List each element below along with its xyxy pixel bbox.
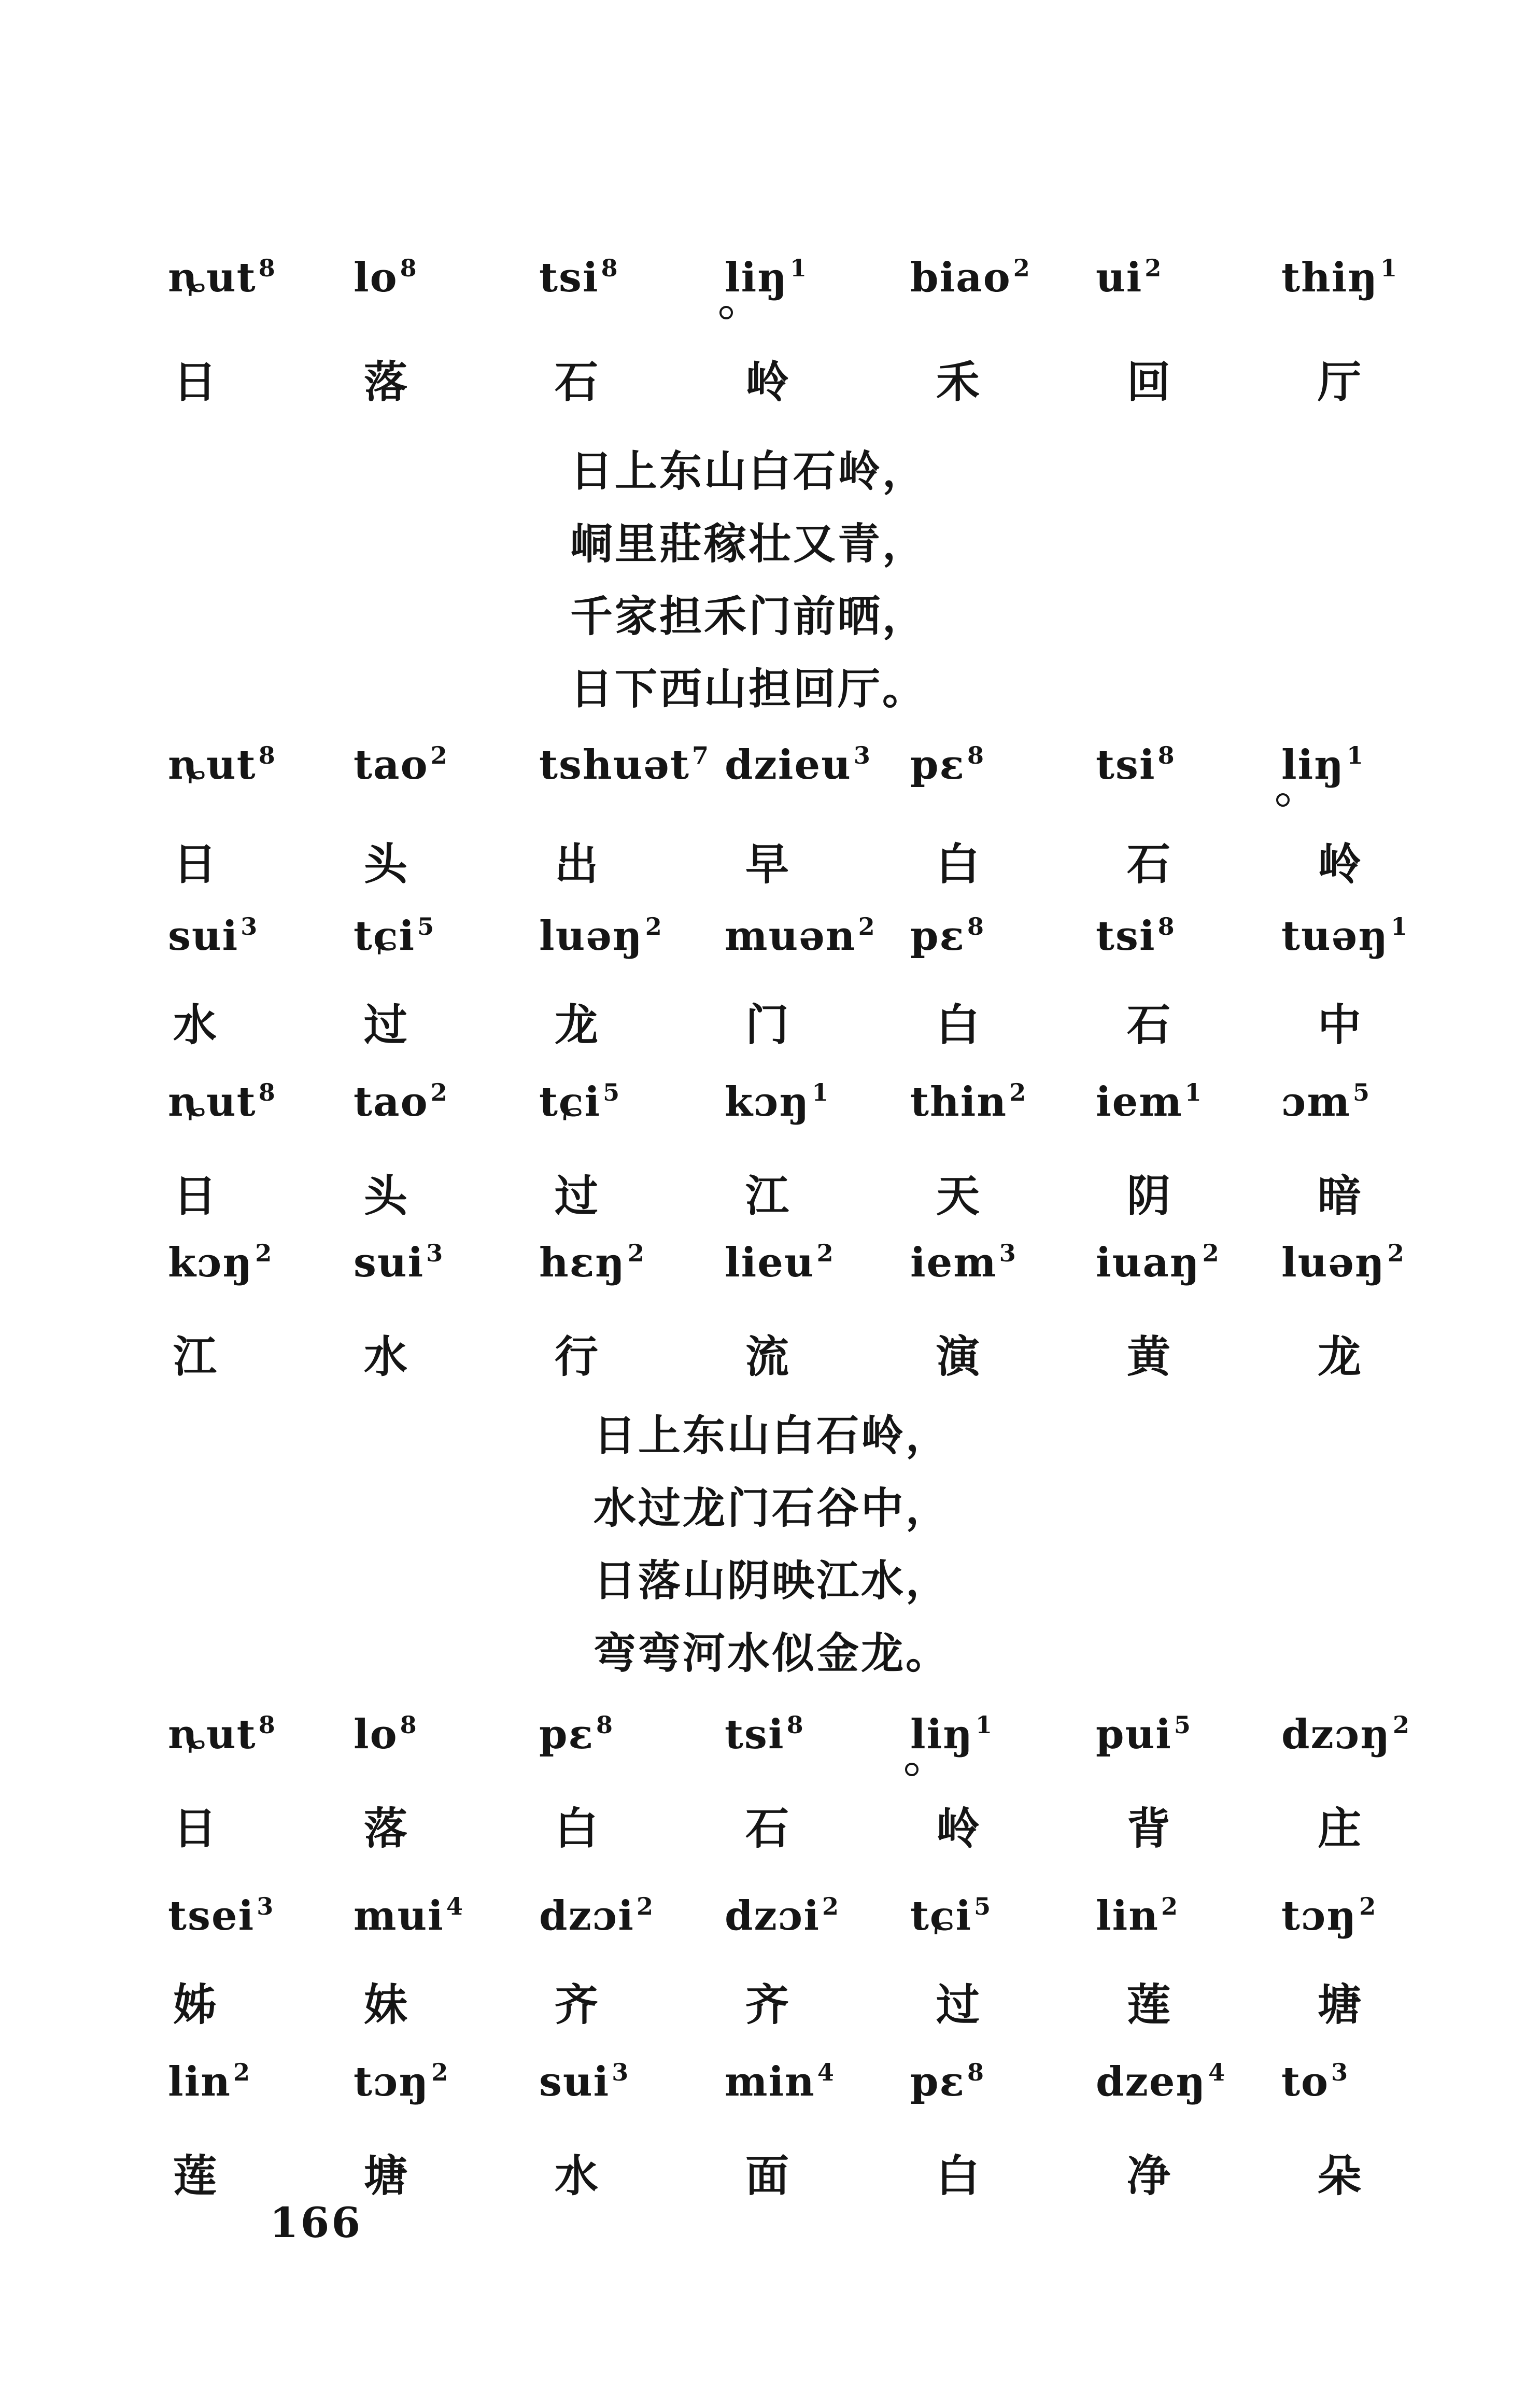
hanzi-character: 白 bbox=[936, 1000, 980, 1050]
romanized-syllable bbox=[712, 741, 898, 789]
tone-number: 8 bbox=[967, 2058, 985, 2086]
romanized-syllable bbox=[527, 912, 712, 960]
tone-number: 8 bbox=[258, 1078, 276, 1106]
syllable-base: tsei bbox=[168, 1892, 255, 1940]
syllable-base: liŋ bbox=[1281, 741, 1345, 789]
romanized-syllable bbox=[341, 1078, 527, 1126]
tone-number: 2 bbox=[1393, 1711, 1411, 1739]
syllable-base: tsi bbox=[1096, 912, 1156, 960]
tone-number: 5 bbox=[417, 912, 435, 940]
romanization-row bbox=[156, 912, 1409, 990]
hanzi-character: 日 bbox=[173, 357, 217, 407]
tone-number: 8 bbox=[258, 1711, 276, 1739]
syllable-base: iem bbox=[910, 1239, 997, 1286]
syllable-base: tshuət bbox=[539, 741, 690, 789]
romanization-row bbox=[156, 1078, 1371, 1156]
romanized-syllable bbox=[341, 741, 527, 789]
syllable-base: thin bbox=[910, 1078, 1008, 1126]
syllable-base: muən bbox=[725, 912, 856, 960]
syllable-base: tuəŋ bbox=[1281, 912, 1389, 960]
romanized-syllable bbox=[1269, 254, 1454, 301]
syllable-base: pɛ bbox=[539, 1711, 594, 1758]
tone-number: 4 bbox=[817, 2058, 835, 2086]
romanized-syllable bbox=[527, 1892, 712, 1940]
hanzi-character: 江 bbox=[745, 1171, 789, 1221]
tone-number: 1 bbox=[812, 1078, 830, 1106]
romanized-syllable bbox=[898, 1711, 1083, 1758]
hanzi-character: 白 bbox=[555, 1803, 599, 1854]
tone-number: 1 bbox=[975, 1711, 993, 1739]
romanized-syllable bbox=[898, 1239, 1083, 1286]
syllable-base: dzɔi bbox=[725, 1892, 820, 1940]
hanzi-character: 日 bbox=[173, 839, 217, 890]
tone-number: 5 bbox=[1353, 1078, 1371, 1106]
hanzi-row bbox=[156, 1322, 1368, 1400]
romanized-syllable bbox=[712, 1892, 898, 1940]
hanzi-character: 落 bbox=[364, 1803, 408, 1854]
romanized-syllable bbox=[898, 254, 1083, 301]
poem-line: 日上东山白石岭， bbox=[594, 1411, 951, 1460]
syllable-base: lin bbox=[1096, 1892, 1159, 1940]
hanzi-character: 岭 bbox=[1318, 839, 1362, 890]
syllable-base: tɕi bbox=[539, 1078, 601, 1126]
romanized-syllable bbox=[712, 2058, 898, 2105]
syllable-base: sui bbox=[539, 2058, 610, 2105]
hanzi-character: 早 bbox=[745, 839, 789, 890]
poem-line: 日上东山白石岭， bbox=[570, 447, 927, 496]
syllable-base: lieu bbox=[725, 1239, 815, 1286]
syllable-base: ȵut bbox=[168, 1078, 257, 1126]
romanized-syllable bbox=[527, 254, 712, 301]
tone-number: 3 bbox=[241, 912, 259, 940]
hanzi-character: 天 bbox=[936, 1171, 980, 1221]
tone-number: 2 bbox=[255, 1239, 273, 1267]
syllable-base: lo bbox=[354, 254, 398, 301]
hanzi-character: 黄 bbox=[1127, 1331, 1171, 1382]
romanized-syllable bbox=[1083, 912, 1269, 960]
romanized-syllable bbox=[156, 741, 341, 789]
hanzi-character: 中 bbox=[1318, 1000, 1362, 1050]
hanzi-character: 日 bbox=[173, 1171, 217, 1221]
tone-number: 2 bbox=[627, 1239, 645, 1267]
tone-number: 3 bbox=[1331, 2058, 1349, 2086]
tone-number: 5 bbox=[603, 1078, 621, 1106]
tone-number: 2 bbox=[1013, 254, 1031, 282]
syllable-base: pɛ bbox=[910, 2058, 965, 2105]
hanzi-character: 岭 bbox=[745, 357, 789, 407]
hanzi-character: 龙 bbox=[1318, 1331, 1362, 1382]
romanized-syllable bbox=[341, 1239, 527, 1286]
syllable-base: sui bbox=[354, 1239, 425, 1286]
tone-number: 2 bbox=[645, 912, 663, 940]
syllable-base: tsi bbox=[539, 254, 599, 301]
hanzi-character: 石 bbox=[1127, 1000, 1171, 1050]
hanzi-character: 莲 bbox=[173, 2151, 217, 2201]
tone-number: 1 bbox=[1346, 741, 1364, 769]
tone-number: 2 bbox=[1202, 1239, 1220, 1267]
hanzi-character: 过 bbox=[364, 1000, 408, 1050]
romanized-syllable bbox=[341, 1711, 527, 1758]
hanzi-character: 过 bbox=[555, 1171, 599, 1221]
tone-number: 3 bbox=[426, 1239, 444, 1267]
romanized-syllable bbox=[156, 1711, 341, 1758]
syllable-base: dzɔŋ bbox=[1281, 1711, 1391, 1758]
hanzi-row bbox=[156, 830, 1368, 907]
tone-number: 1 bbox=[1184, 1078, 1203, 1106]
tone-number: 8 bbox=[967, 741, 985, 769]
hanzi-character: 庄 bbox=[1318, 1803, 1362, 1854]
romanized-syllable bbox=[1269, 912, 1454, 960]
romanized-syllable bbox=[712, 1078, 898, 1126]
hanzi-character: 暗 bbox=[1318, 1171, 1362, 1221]
hanzi-character: 落 bbox=[364, 357, 408, 407]
syllable-base: tɕi bbox=[910, 1892, 972, 1940]
romanized-syllable bbox=[1269, 1711, 1454, 1758]
hanzi-character: 白 bbox=[936, 839, 980, 890]
hanzi-character: 水 bbox=[173, 1000, 217, 1050]
syllable-base: iuaŋ bbox=[1096, 1239, 1200, 1286]
hanzi-character: 齐 bbox=[745, 1979, 789, 2030]
romanized-syllable bbox=[156, 912, 341, 960]
hanzi-row bbox=[156, 1970, 1368, 2048]
romanized-syllable bbox=[527, 1078, 712, 1126]
hanzi-character: 姊 bbox=[173, 1979, 217, 2030]
romanized-syllable bbox=[712, 1239, 898, 1286]
romanization-row bbox=[156, 1892, 1377, 1970]
hanzi-row bbox=[156, 347, 1368, 425]
syllable-base: luəŋ bbox=[1281, 1239, 1386, 1286]
syllable-base: liŋ bbox=[910, 1711, 973, 1758]
tone-number: 3 bbox=[612, 2058, 630, 2086]
tone-number: 3 bbox=[853, 741, 871, 769]
hanzi-character: 水 bbox=[555, 2151, 599, 2201]
tone-number: 2 bbox=[430, 741, 448, 769]
romanization-row bbox=[156, 1711, 1411, 1789]
poem-line: 峒里莊稼壮又青， bbox=[570, 519, 927, 569]
tone-number: 5 bbox=[1174, 1711, 1192, 1739]
syllable-base: dzɔi bbox=[539, 1892, 634, 1940]
tone-number: 2 bbox=[858, 912, 876, 940]
hanzi-character: 流 bbox=[745, 1331, 789, 1382]
romanized-syllable bbox=[527, 741, 712, 789]
tone-number: 1 bbox=[1391, 912, 1409, 940]
tone-number: 8 bbox=[1157, 741, 1176, 769]
hanzi-character: 过 bbox=[936, 1979, 980, 2030]
tone-number: 3 bbox=[257, 1892, 275, 1920]
syllable-base: luəŋ bbox=[539, 912, 643, 960]
syllable-base: thiŋ bbox=[1281, 254, 1379, 301]
hanzi-character: 龙 bbox=[555, 1000, 599, 1050]
romanization-row bbox=[156, 254, 1398, 332]
syllable-base: dzeŋ bbox=[1096, 2058, 1207, 2105]
hanzi-character: 禾 bbox=[936, 357, 980, 407]
romanized-syllable bbox=[527, 2058, 712, 2105]
syllable-base: tsi bbox=[1096, 741, 1156, 789]
syllable-base: tsi bbox=[725, 1711, 785, 1758]
tone-number: 2 bbox=[1161, 1892, 1179, 1920]
syllable-base: biao bbox=[910, 254, 1011, 301]
romanized-syllable bbox=[898, 2058, 1083, 2105]
tone-number: 2 bbox=[822, 1892, 840, 1920]
romanization-row bbox=[156, 741, 1368, 819]
romanized-syllable bbox=[898, 912, 1083, 960]
romanized-syllable bbox=[1269, 1239, 1454, 1286]
romanized-syllable bbox=[341, 1892, 527, 1940]
romanized-syllable bbox=[1083, 2058, 1269, 2105]
syllable-base: tao bbox=[354, 1078, 429, 1126]
hanzi-character: 岭 bbox=[936, 1803, 980, 1854]
romanized-syllable bbox=[712, 1711, 898, 1758]
romanized-syllable bbox=[341, 254, 527, 301]
hanzi-character: 头 bbox=[364, 1171, 408, 1221]
hanzi-character: 石 bbox=[555, 357, 599, 407]
tone-number: 8 bbox=[400, 254, 418, 282]
tone-number: 2 bbox=[430, 1078, 448, 1106]
romanized-syllable bbox=[341, 2058, 527, 2105]
romanization-row bbox=[156, 1239, 1405, 1317]
syllable-base: sui bbox=[168, 912, 239, 960]
syllable-base: tɕi bbox=[354, 912, 416, 960]
romanized-syllable bbox=[1269, 1892, 1454, 1940]
tone-number: 8 bbox=[400, 1711, 418, 1739]
tone-number: 2 bbox=[816, 1239, 835, 1267]
hanzi-character: 水 bbox=[364, 1331, 408, 1382]
syllable-base: liŋ bbox=[725, 254, 788, 301]
syllable-base: pɛ bbox=[910, 741, 965, 789]
tone-number: 8 bbox=[967, 912, 985, 940]
poem-line: 弯弯河水似金龙。 bbox=[594, 1629, 951, 1678]
tone-number: 8 bbox=[786, 1711, 804, 1739]
hanzi-character: 日 bbox=[173, 1803, 217, 1854]
romanized-syllable bbox=[712, 912, 898, 960]
syllable-base: pɛ bbox=[910, 912, 965, 960]
tone-number: 3 bbox=[999, 1239, 1017, 1267]
romanized-syllable bbox=[1083, 1078, 1269, 1126]
tone-number: 2 bbox=[1009, 1078, 1027, 1106]
hanzi-character: 面 bbox=[745, 2151, 789, 2201]
syllable-base: ȵut bbox=[168, 741, 257, 789]
hanzi-character: 演 bbox=[936, 1331, 980, 1382]
tone-number: 1 bbox=[1380, 254, 1398, 282]
tone-number: 5 bbox=[974, 1892, 992, 1920]
syllable-base: lin bbox=[168, 2058, 231, 2105]
syllable-base: to bbox=[1281, 2058, 1330, 2105]
syllable-base: lo bbox=[354, 1711, 398, 1758]
tone-number: 4 bbox=[446, 1892, 464, 1920]
poem-line: 千家担禾门前晒， bbox=[570, 592, 927, 641]
romanized-syllable bbox=[1269, 2058, 1454, 2105]
tone-number: 8 bbox=[258, 741, 276, 769]
tone-number: 8 bbox=[258, 254, 276, 282]
hanzi-character: 回 bbox=[1127, 357, 1171, 407]
hanzi-row bbox=[156, 1161, 1368, 1239]
tone-number: 2 bbox=[1387, 1239, 1405, 1267]
romanized-syllable bbox=[1083, 1892, 1269, 1940]
tone-number: 2 bbox=[636, 1892, 654, 1920]
romanized-syllable bbox=[1269, 1078, 1454, 1126]
tone-number: 4 bbox=[1208, 2058, 1226, 2086]
syllable-base: tɔŋ bbox=[1281, 1892, 1358, 1940]
syllable-base: ui bbox=[1096, 254, 1143, 301]
romanized-syllable bbox=[1083, 1711, 1269, 1758]
poem-stanza bbox=[570, 435, 927, 726]
romanized-syllable bbox=[898, 1078, 1083, 1126]
poem-line: 日下西山担回厅。 bbox=[570, 665, 927, 714]
syllable-base: tao bbox=[354, 741, 429, 789]
poem-line: 水过龙门石谷中， bbox=[594, 1484, 951, 1533]
romanized-syllable bbox=[712, 254, 898, 301]
hanzi-character: 门 bbox=[745, 1000, 789, 1050]
poem-stanza bbox=[594, 1400, 950, 1690]
hanzi-character: 朵 bbox=[1318, 2151, 1362, 2201]
syllable-base: ɔm bbox=[1281, 1078, 1351, 1126]
romanized-syllable bbox=[527, 1239, 712, 1286]
hanzi-character: 石 bbox=[1127, 839, 1171, 890]
hanzi-character: 塘 bbox=[364, 2151, 408, 2201]
romanization-row bbox=[156, 2058, 1368, 2136]
romanized-syllable bbox=[156, 254, 341, 301]
romanized-syllable bbox=[1083, 741, 1269, 789]
syllable-base: kɔŋ bbox=[725, 1078, 810, 1126]
hanzi-row bbox=[156, 990, 1368, 1068]
romanized-syllable bbox=[1083, 1239, 1269, 1286]
romanized-syllable bbox=[1269, 741, 1454, 789]
romanized-syllable bbox=[156, 2058, 341, 2105]
hanzi-character: 头 bbox=[364, 839, 408, 890]
tone-number: 2 bbox=[233, 2058, 251, 2086]
syllable-base: hɛŋ bbox=[539, 1239, 626, 1286]
syllable-base: ȵut bbox=[168, 1711, 257, 1758]
romanized-syllable bbox=[527, 1711, 712, 1758]
romanized-syllable bbox=[898, 1892, 1083, 1940]
romanized-syllable bbox=[1083, 254, 1269, 301]
hanzi-character: 江 bbox=[173, 1331, 217, 1382]
hanzi-character: 齐 bbox=[555, 1979, 599, 2030]
syllable-base: iem bbox=[1096, 1078, 1183, 1126]
tone-number: 8 bbox=[596, 1711, 614, 1739]
hanzi-character: 净 bbox=[1127, 2151, 1171, 2201]
hanzi-character: 阴 bbox=[1127, 1171, 1171, 1221]
tone-number: 8 bbox=[601, 254, 619, 282]
romanized-syllable bbox=[156, 1239, 341, 1286]
syllable-base: kɔŋ bbox=[168, 1239, 253, 1286]
hanzi-character: 塘 bbox=[1318, 1979, 1362, 2030]
syllable-base: mui bbox=[354, 1892, 444, 1940]
hanzi-row bbox=[156, 1794, 1368, 1872]
hanzi-character: 行 bbox=[555, 1331, 599, 1382]
syllable-base: ȵut bbox=[168, 254, 257, 301]
romanized-syllable bbox=[898, 741, 1083, 789]
hanzi-character: 厅 bbox=[1318, 357, 1362, 407]
tone-number: 2 bbox=[1145, 254, 1163, 282]
tone-number: 1 bbox=[789, 254, 808, 282]
tone-number: 2 bbox=[1359, 1892, 1377, 1920]
syllable-base: tɔŋ bbox=[354, 2058, 430, 2105]
romanized-syllable bbox=[341, 912, 527, 960]
hanzi-character: 出 bbox=[555, 839, 599, 890]
hanzi-character: 白 bbox=[936, 2151, 980, 2201]
hanzi-character: 妹 bbox=[364, 1979, 408, 2030]
poem-line: 日落山阴映江水， bbox=[594, 1556, 951, 1606]
syllable-base: pui bbox=[1096, 1711, 1172, 1758]
tone-number: 7 bbox=[692, 741, 710, 769]
syllable-base: min bbox=[725, 2058, 815, 2105]
page-number: 166 bbox=[270, 2198, 362, 2247]
syllable-base: dzieu bbox=[725, 741, 852, 789]
hanzi-character: 背 bbox=[1127, 1803, 1171, 1854]
tone-number: 2 bbox=[431, 2058, 449, 2086]
romanized-syllable bbox=[156, 1078, 341, 1126]
romanized-syllable bbox=[156, 1892, 341, 1940]
hanzi-character: 莲 bbox=[1127, 1979, 1171, 2030]
hanzi-character: 石 bbox=[745, 1803, 789, 1854]
tone-number: 8 bbox=[1157, 912, 1176, 940]
